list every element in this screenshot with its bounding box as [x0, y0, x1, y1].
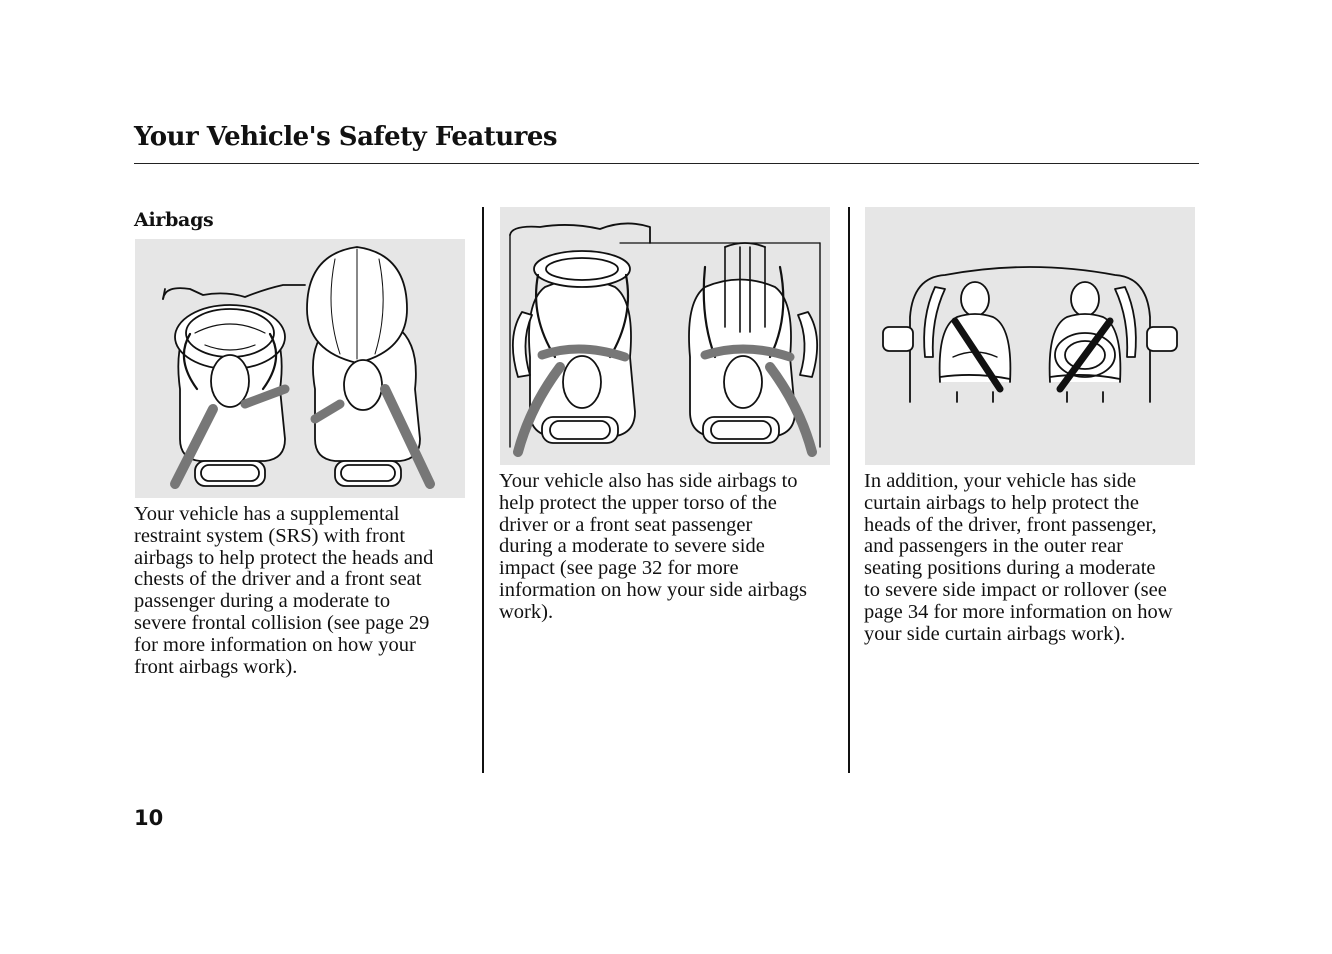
side-airbags-illustration [500, 207, 830, 465]
column-divider-2 [848, 207, 850, 773]
title-divider [134, 163, 1199, 164]
side-curtain-airbags-illustration [865, 207, 1195, 465]
text-line: and passengers in the outer rear [864, 535, 1123, 558]
side-airbags-description [499, 471, 839, 624]
text-line: for more information on how your [134, 633, 416, 656]
text-line: information on how your side airbags [499, 578, 808, 601]
column-divider-1 [482, 207, 484, 773]
text-line: front airbags work). [134, 655, 298, 678]
text-line: heads of the driver, front passenger, [864, 513, 1157, 536]
section-heading-airbags: Airbags [134, 209, 214, 231]
side-curtain-airbags-description [864, 471, 1204, 645]
front-airbags-illustration [135, 239, 465, 498]
text-line: work). [499, 600, 554, 623]
text-line: Your vehicle has a supplemental [134, 503, 400, 525]
text-line: Your vehicle also has side airbags to [499, 470, 798, 492]
page-title: Your Vehicle's Safety Features [134, 122, 558, 152]
text-line: restraint system (SRS) with front [134, 524, 406, 547]
text-line: driver or a front seat passenger [499, 513, 753, 536]
text-line: seating positions during a moderate [864, 557, 1156, 580]
text-line: airbags to help protect the heads and [134, 546, 434, 569]
text-line: chests of the driver and a front seat [134, 568, 422, 591]
front-airbags-description [134, 504, 469, 678]
text-line: In addition, your vehicle has side [864, 470, 1137, 492]
text-line: severe frontal collision (see page 29 [134, 611, 430, 634]
text-line: passenger during a moderate to [134, 590, 391, 613]
text-line: your side curtain airbags work). [864, 622, 1126, 645]
text-line: during a moderate to severe side [499, 535, 765, 558]
page-number: 10 [134, 806, 164, 830]
text-line: to severe side impact or rollover (see [864, 578, 1167, 601]
text-line: impact (see page 32 for more [499, 557, 739, 580]
text-line: page 34 for more information on how [864, 600, 1173, 623]
text-line: help protect the upper torso of the [499, 491, 777, 514]
text-line: curtain airbags to help protect the [864, 491, 1139, 514]
